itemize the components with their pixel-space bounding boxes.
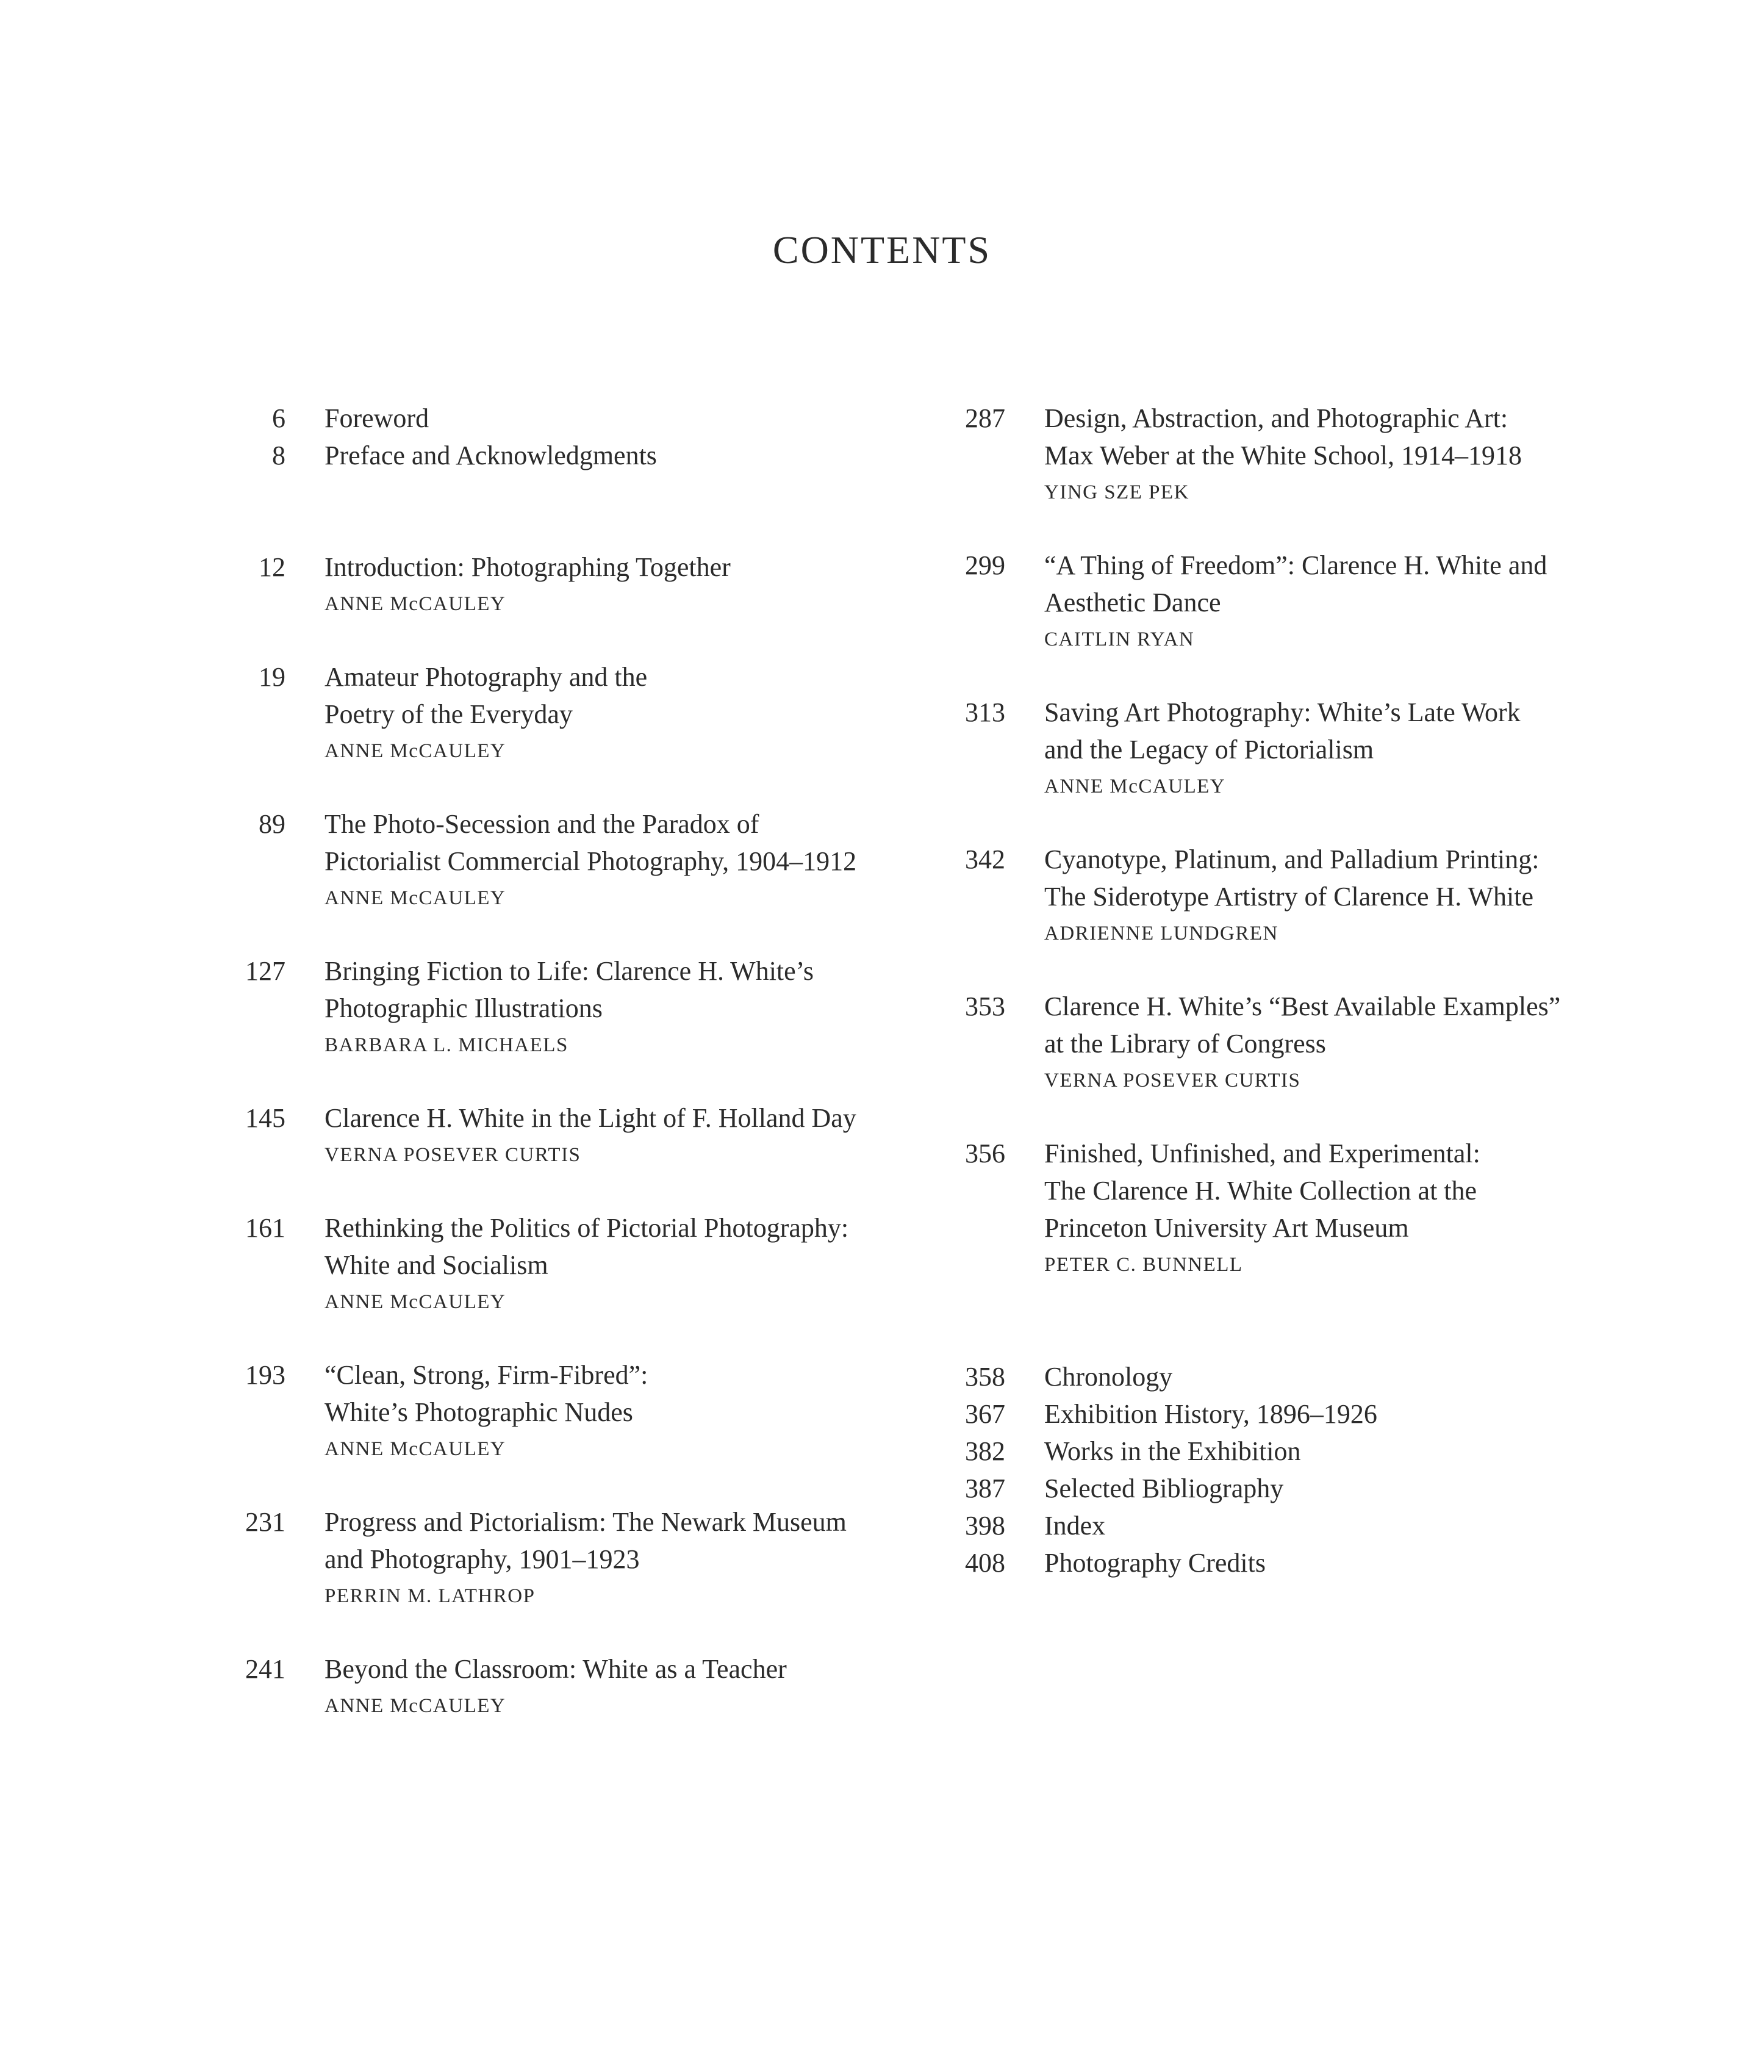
entry-title-line: “Clean, Strong, Firm-Fibred”: [324,1360,648,1390]
entry-author: PERRIN M. LATHROP [324,1585,536,1607]
entry-title-line: Cyanotype, Platinum, and Palladium Printing: [1044,844,1540,874]
entry-body [324,437,657,474]
toc-entry[interactable] [232,1650,915,1725]
entry-title-line: Finished, Unfinished, and Experimental: [1044,1139,1480,1168]
entry-title-line: Clarence H. White’s “Best Available Examples” [1044,991,1561,1021]
entry-title-line: Preface and Acknowledgments [324,441,657,470]
entry-body [324,1356,648,1468]
page-number: 231 [245,1507,285,1537]
entry-author: YING SZE PEK [1044,481,1189,503]
entry-body [1044,694,1521,805]
entry-title-line: Beyond the Classroom: White as a Teacher [324,1654,787,1684]
entry-title-line: Aesthetic Dance [1044,588,1221,617]
entry-body [1044,1470,1283,1507]
toc-right-column [952,400,1635,1581]
entry-title-line: The Clarence H. White Collection at the [1044,1176,1477,1206]
entry-body [324,1650,787,1725]
entry-author: VERNA POSEVER CURTIS [324,1144,581,1166]
entry-title-line: White’s Photographic Nudes [324,1397,633,1427]
entry-author: BARBARA L. MICHAELS [324,1034,568,1056]
entry-body [1044,400,1522,511]
entry-title-line: Max Weber at the White School, 1914–1918 [1044,441,1522,470]
entry-title-line: Index [1044,1511,1106,1541]
page-number: 241 [245,1654,285,1684]
entry-author: ANNE McCAULEY [324,887,506,909]
entry-author: ANNE McCAULEY [324,740,506,762]
toc-entry[interactable] [952,841,1635,952]
entry-author: ANNE McCAULEY [324,1438,506,1460]
page-number: 19 [259,662,285,692]
entry-title-line: Chronology [1044,1362,1173,1392]
entry-body [1044,547,1547,658]
toc-entry[interactable] [232,952,915,1064]
page-number: 193 [245,1360,285,1390]
entry-title-line: Saving Art Photography: White’s Late Work [1044,697,1521,727]
page-number: 358 [965,1362,1005,1392]
entry-title-line: Rethinking the Politics of Pictorial Photography: [324,1213,849,1243]
entry-title-line: Exhibition History, 1896–1926 [1044,1399,1377,1429]
toc-entry[interactable] [952,1395,1635,1433]
toc-entry[interactable] [952,694,1635,805]
page-number: 6 [272,403,285,433]
entry-author: ANNE McCAULEY [324,1291,506,1313]
toc-entry[interactable] [232,658,915,770]
entry-body [324,805,856,917]
page-number: 387 [965,1473,1005,1503]
toc-entry[interactable] [232,549,915,623]
entry-title-line: Selected Bibliography [1044,1473,1284,1503]
page-number: 161 [245,1213,285,1243]
entry-title-line: Clarence H. White in the Light of F. Holland Day [324,1103,856,1133]
page-number: 342 [965,844,1005,874]
toc-entry[interactable] [952,1470,1635,1507]
entry-title-line: Photographic Illustrations [324,993,603,1023]
page-number: 8 [272,441,285,470]
entry-body [324,549,731,623]
entry-body [324,1209,848,1321]
entry-author: ANNE McCAULEY [324,593,506,615]
entry-title-line: Introduction: Photographing Together [324,552,731,582]
entry-title-line: Progress and Pictorialism: The Newark Museum [324,1507,847,1537]
page-number: 382 [965,1436,1005,1466]
entry-title-line: Photography Credits [1044,1548,1266,1578]
entry-title-line: at the Library of Congress [1044,1029,1326,1059]
entry-title-line: Amateur Photography and the [324,662,648,692]
entry-title-line: White and Socialism [324,1250,548,1280]
page-number: 287 [965,403,1005,433]
entry-title-line: Works in the Exhibition [1044,1436,1301,1466]
toc-entry[interactable] [952,400,1635,511]
toc-left-column [232,400,915,1725]
toc-entry[interactable] [952,988,1635,1099]
entry-body [1044,1544,1266,1581]
entry-title-line: The Siderotype Artistry of Clarence H. White [1044,882,1533,912]
entry-author: ADRIENNE LUNDGREN [1044,923,1278,944]
toc-entry[interactable] [952,1135,1635,1284]
entry-body [324,1503,847,1615]
entry-body [1044,1507,1105,1544]
entry-body [1044,1433,1301,1470]
toc-entry[interactable] [232,1209,915,1321]
toc-entry[interactable] [232,805,915,917]
page-number: 353 [965,991,1005,1021]
entry-author: VERNA POSEVER CURTIS [1044,1070,1301,1092]
page-number: 127 [245,956,285,986]
page-number: 367 [965,1399,1005,1429]
entry-body [324,952,814,1064]
toc-entry[interactable] [952,547,1635,658]
entry-body [324,1099,856,1174]
entry-title-line: Design, Abstraction, and Photographic Art: [1044,403,1508,433]
page-title: CONTENTS [772,228,992,272]
entry-author: PETER C. BUNNELL [1044,1254,1243,1276]
toc-entry[interactable] [232,1503,915,1615]
entry-title-line: “A Thing of Freedom”: Clarence H. White and [1044,550,1547,580]
entry-body [1044,1358,1172,1395]
toc-entry[interactable] [952,1544,1635,1581]
page-number: 12 [259,552,285,582]
entry-title-line: and Photography, 1901–1923 [324,1544,640,1574]
toc-entry[interactable] [952,1507,1635,1544]
entry-title-line: Foreword [324,403,429,433]
toc-entry[interactable] [232,1099,915,1174]
entry-title-line: The Photo-Secession and the Paradox of [324,809,759,839]
page-number: 408 [965,1548,1005,1578]
page-number: 356 [965,1139,1005,1168]
toc-entry[interactable] [232,1356,915,1468]
entry-author: ANNE McCAULEY [324,1695,506,1717]
page-number: 145 [245,1103,285,1133]
toc-entry[interactable] [952,1433,1635,1470]
entry-body [1044,1395,1377,1433]
entry-title-line: Poetry of the Everyday [324,699,573,729]
entry-body [1044,988,1560,1099]
toc-entry[interactable] [232,400,915,437]
toc-entry[interactable] [232,437,915,474]
page-number: 89 [259,809,285,839]
page-number: 398 [965,1511,1005,1541]
entry-title-line: Pictorialist Commercial Photography, 1904–1912 [324,846,857,876]
entry-title-line: Bringing Fiction to Life: Clarence H. White’s [324,956,814,986]
entry-author: ANNE McCAULEY [1044,775,1226,797]
entry-title-line: and the Legacy of Pictorialism [1044,735,1374,764]
page-number: 299 [965,550,1005,580]
page-number: 313 [965,697,1005,727]
toc-entry[interactable] [952,1358,1635,1395]
entry-body [1044,1135,1480,1284]
entry-body [1044,841,1540,952]
entry-body [324,400,429,437]
entry-author: CAITLIN RYAN [1044,628,1195,650]
entry-title-line: Princeton University Art Museum [1044,1213,1409,1243]
entry-body [324,658,647,770]
